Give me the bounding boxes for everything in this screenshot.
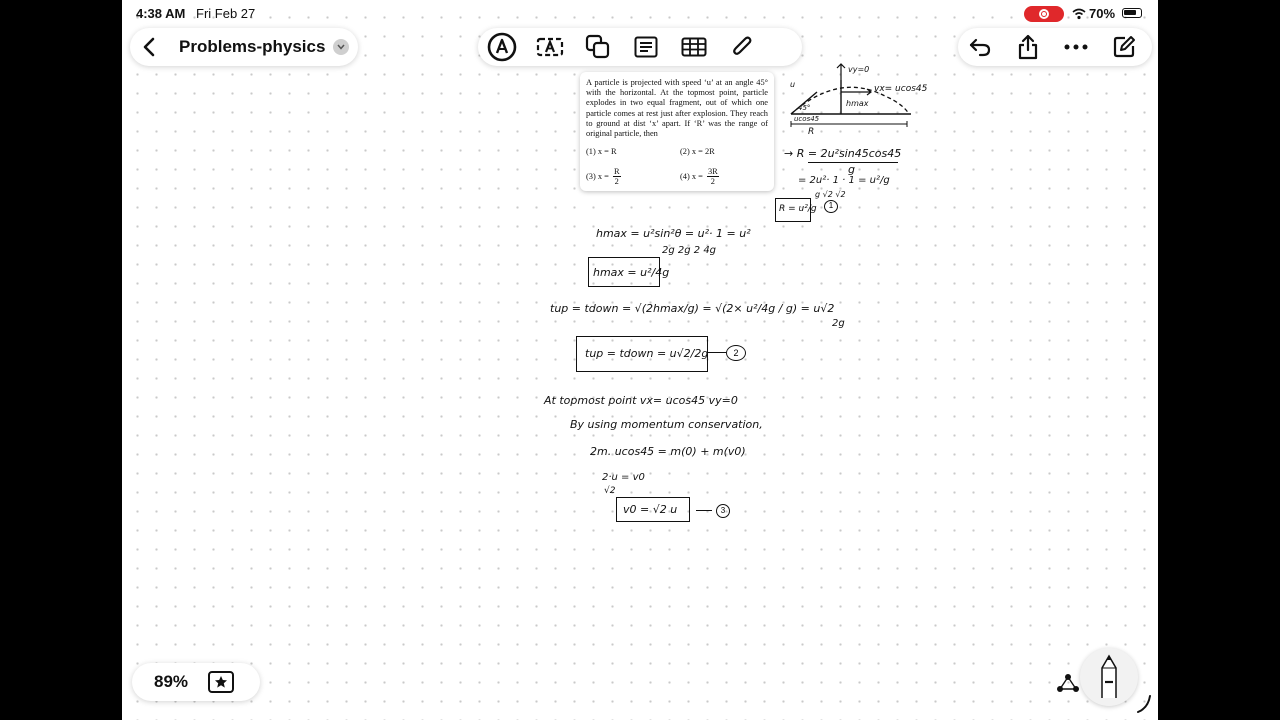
text-tool-button[interactable]: [531, 28, 569, 66]
battery-icon: [1122, 8, 1142, 18]
title-bar: [130, 28, 358, 66]
velocity-equation: 2·u = v0: [602, 472, 645, 483]
edit-button[interactable]: [1105, 28, 1143, 66]
option-4-prefix: (4) x =: [680, 172, 703, 181]
shapes-tool-button[interactable]: [579, 28, 617, 66]
back-button[interactable]: [130, 28, 168, 66]
option-4-denominator: 2: [710, 177, 715, 186]
chevron-down-icon: [337, 44, 345, 50]
diagram-u-label: u: [790, 80, 796, 89]
option-2: (2) x = 2R: [680, 147, 715, 156]
chevron-left-icon: [142, 37, 156, 57]
undo-button[interactable]: [961, 28, 999, 66]
velocity-result: v0 = √2 u: [623, 503, 678, 516]
diagram-ucos-label: ucos45: [794, 115, 820, 123]
option-4-numerator: 3R: [707, 167, 718, 176]
range-simplify: = 2u²· 1 · 1 = u²/g: [798, 175, 890, 186]
table-tool-button[interactable]: [675, 28, 713, 66]
shapes-icon: [585, 34, 611, 60]
hmax-result: hmax = u²/4g: [593, 266, 670, 279]
option-4: [680, 167, 719, 186]
momentum-equation: 2m. ucos45 = m(0) + m(v0): [590, 445, 746, 458]
momentum-heading: By using momentum conservation,: [570, 418, 763, 431]
record-icon: [1039, 9, 1049, 19]
result-marker-3: 3: [716, 504, 730, 518]
stylus-curve-icon: [1134, 694, 1154, 716]
favorite-button[interactable]: [208, 671, 234, 693]
range-formula: → R = 2u²sin45cos45: [784, 147, 902, 160]
notes-list-icon: [634, 36, 658, 58]
hmax-result-box: [588, 257, 670, 287]
recording-indicator[interactable]: [1024, 6, 1064, 22]
time-formula: tup = tdown = √(2hmax/g) = √(2× u²/4g / g) = u√2: [550, 302, 835, 315]
diagram-angle-label: 45°: [798, 104, 811, 112]
more-icon: [1064, 44, 1088, 50]
velocity-result-box: [616, 497, 690, 522]
option-3: [586, 167, 621, 186]
time-result: tup = tdown = u√2/2g: [585, 347, 709, 360]
more-button[interactable]: [1057, 28, 1095, 66]
pen-tool-button[interactable]: [483, 28, 521, 66]
time-result-box: [576, 336, 708, 372]
text-box-icon: [536, 36, 564, 58]
attachment-button[interactable]: [723, 28, 761, 66]
range-denominator: g: [848, 163, 855, 176]
diagram-hmax-label: hmax: [846, 99, 869, 108]
star-icon: [214, 675, 228, 689]
table-icon: [681, 37, 707, 57]
option-3-numerator: R: [613, 167, 620, 176]
share-icon: [1017, 34, 1039, 60]
tools-toolbar: [478, 28, 802, 66]
wifi-icon: [1072, 7, 1086, 25]
pencil-icon: [1098, 654, 1120, 702]
status-time: 4:38 AM: [136, 6, 186, 21]
edit-icon: [1112, 35, 1136, 59]
diagram-range-label: R: [808, 127, 815, 137]
option-3-denominator: 2: [614, 177, 619, 186]
velocity-equation-denominator: √2: [604, 486, 616, 496]
lasso-tool-button[interactable]: [1056, 672, 1080, 699]
diagram-vy-label: vy=0: [848, 65, 870, 74]
zoom-level[interactable]: 89%: [154, 672, 189, 691]
pencil-tool-button[interactable]: [1080, 648, 1138, 706]
document-title[interactable]: Problems-physics: [179, 37, 326, 56]
option-3-prefix: (3) x =: [586, 172, 609, 181]
connect-nodes-icon: [1056, 672, 1080, 694]
hmax-formula: hmax = u²sin²θ = u²· 1 = u²: [596, 227, 751, 240]
time-denominator: 2g: [832, 318, 845, 329]
undo-icon: [968, 36, 992, 58]
result-marker-1: 1: [824, 200, 838, 213]
range-simplify-denominators: g √2 √2: [815, 190, 846, 199]
range-result: R = u²/g: [779, 204, 817, 214]
attachment-icon: [731, 34, 753, 60]
pen-tool-icon: [487, 32, 517, 62]
status-date: Fri Feb 27: [196, 6, 256, 21]
range-result-box: [775, 198, 817, 222]
notes-canvas[interactable]: [122, 0, 1158, 720]
result-marker-2: 2: [726, 345, 746, 361]
option-1: (1) x = R: [586, 147, 617, 156]
diagram-vx-label: vx= ucos45: [874, 84, 928, 94]
share-button[interactable]: [1009, 28, 1047, 66]
notes-list-button[interactable]: [627, 28, 665, 66]
question-text: A particle is projected with speed ‘u’ at an angle 45° with the horizontal. At the topmost point, particle explodes in two equal fragment, out of which one particle comes at rest just after explosion. They reach to ground at dist ‘x’ apart. If ‘R’ was the range of original particle, then: [586, 78, 768, 139]
topmost-velocity-note: At topmost point vx= ucos45 vy=0: [544, 394, 738, 407]
document-actions: [958, 28, 1152, 66]
zoom-controls: [132, 663, 260, 701]
hmax-denominators: 2g 2g 2 4g: [662, 245, 717, 256]
battery-percent: 70%: [1089, 6, 1116, 21]
title-dropdown-button[interactable]: [333, 39, 349, 55]
